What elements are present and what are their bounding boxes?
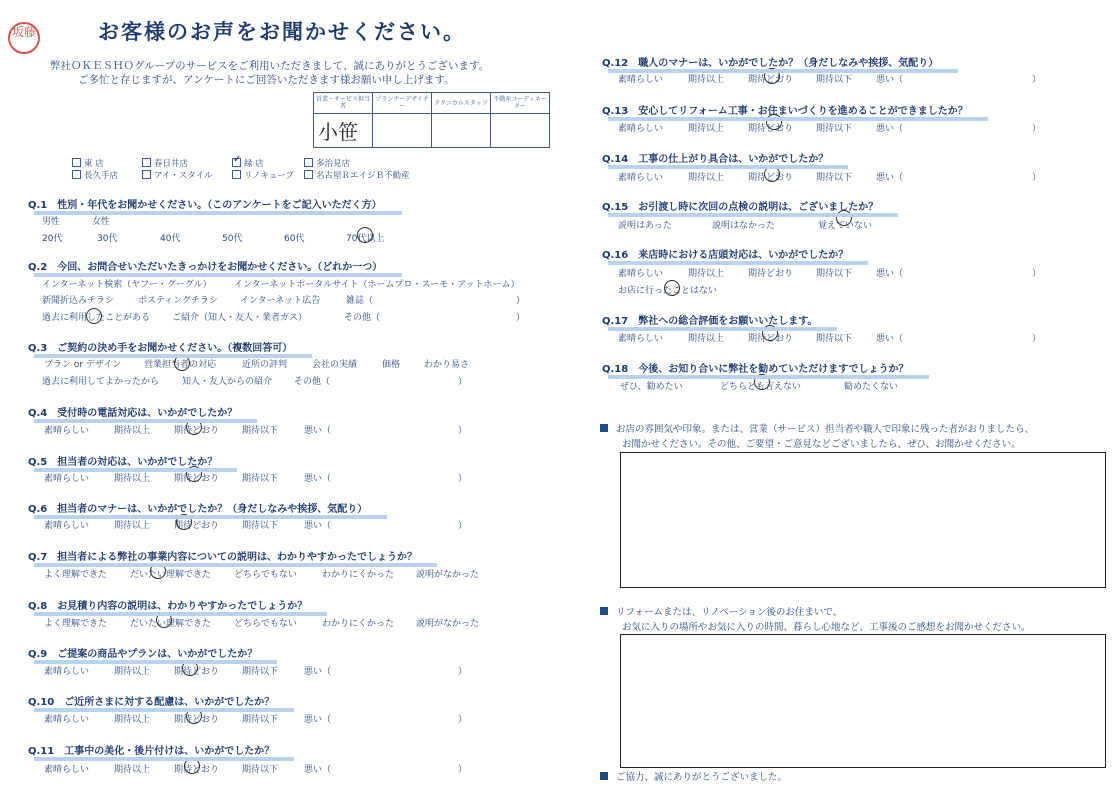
question-5-title: Q.5 担当者の対応は、いかがでしたか？ (28, 453, 217, 468)
option[interactable]: ぜひ、勧めたい (620, 382, 683, 392)
option[interactable]: 期待どおり (174, 521, 220, 531)
option-close: ） (458, 426, 468, 436)
square-bullet-icon (600, 772, 608, 780)
option[interactable]: 期待以上 (688, 269, 725, 279)
option[interactable]: 期待以上 (114, 521, 151, 531)
option[interactable]: よく理解できた (44, 570, 108, 580)
store-option[interactable] (72, 157, 104, 169)
option[interactable]: インターネットポータルサイト（ホームプロ・スーモ・アットホーム） (234, 280, 520, 290)
option[interactable]: 期待どおり (174, 474, 220, 484)
option[interactable]: 期待どおり (748, 124, 794, 134)
option-close: ） (1032, 124, 1042, 134)
square-bullet-icon (600, 424, 608, 432)
question-6-title: Q.6 担当者のマナーは、いかがでしたか？（身だしなみや挨拶、気配り） (28, 500, 367, 515)
option[interactable]: 70代以上 (346, 234, 385, 244)
staff-value[interactable] (373, 114, 432, 148)
option[interactable]: 営業担当者の対応 (144, 360, 217, 370)
option[interactable]: よく理解できた (44, 619, 108, 629)
option[interactable]: 素晴らしい (44, 715, 90, 725)
checkbox[interactable] (304, 158, 313, 167)
option[interactable]: 素晴らしい (44, 521, 90, 531)
page-title: お客様のお声をお聞かせください。 (98, 20, 466, 44)
option[interactable]: 悪い（ (876, 334, 904, 344)
option[interactable]: プラン or デザイン (44, 360, 122, 370)
staff-header: テクニカルスタッフ (432, 93, 491, 114)
option[interactable]: 期待以下 (242, 765, 279, 775)
option[interactable]: 期待以下 (242, 474, 279, 484)
option[interactable]: わかりにくかった (322, 619, 395, 629)
option[interactable]: 素晴らしい (618, 124, 664, 134)
option[interactable]: 期待どおり (174, 765, 220, 775)
store-option[interactable] (72, 169, 118, 181)
answer-circle (86, 308, 102, 324)
option[interactable]: だいたい理解できた (130, 619, 212, 629)
option[interactable]: 近所の評判 (242, 360, 288, 370)
option[interactable]: 期待以上 (114, 667, 151, 677)
option[interactable]: 素晴らしい (44, 765, 90, 775)
square-bullet-icon (600, 607, 608, 615)
seal-stamp: 坂藤 (8, 22, 40, 54)
option[interactable]: インターネット広告 (240, 296, 321, 306)
option[interactable]: 悪い（ (304, 426, 332, 436)
store-label: リノキューブ (244, 171, 294, 181)
staff-header: 営業・サービス担当者 (314, 93, 373, 114)
option[interactable]: 素晴らしい (44, 474, 90, 484)
option-close: ） (458, 377, 468, 387)
option[interactable]: 期待以上 (688, 75, 725, 85)
question-4-title: Q.4 受付時の電話対応は、いかがでしたか？ (28, 404, 237, 419)
option[interactable]: 期待以下 (816, 124, 853, 134)
checkbox[interactable] (304, 170, 313, 179)
option[interactable]: 期待どおり (748, 173, 794, 183)
comments-prompt-line: お気に入りの場所やお気に入りの時間、暮らし心地など、工事後のご感想をお聞かせください。 (622, 622, 1031, 633)
comments-textarea-2[interactable] (620, 634, 1106, 768)
question-11-title: Q.11 工事中の美化・後片付けは、いかがでしたか？ (28, 742, 274, 757)
option[interactable]: お店に行ったことはない (618, 286, 718, 296)
option-close: ） (1032, 269, 1042, 279)
option[interactable]: 悪い（ (876, 75, 904, 85)
option[interactable]: 期待どおり (748, 334, 794, 344)
staff-header: プランナーデザイナー (373, 93, 432, 114)
option[interactable]: 30代 (97, 234, 118, 244)
option[interactable]: 素晴らしい (618, 269, 664, 279)
option-close: ） (458, 765, 468, 775)
intro-line-2: ご多忙と存じますが、アンケートにご回答いただきます様お願い申し上げます。 (78, 74, 455, 86)
question-3-title: Q.3 ご契約の決め手をお聞かせください。（複数回答可） (28, 339, 292, 354)
option[interactable]: 期待どおり (174, 667, 220, 677)
option[interactable]: どちらでもない (234, 570, 297, 580)
question-14-title: Q.14 工事の仕上がり具合は、いかがでしたか？ (602, 150, 828, 165)
option[interactable]: 説明がなかった (416, 570, 480, 580)
option[interactable]: 期待以下 (816, 334, 853, 344)
checkbox[interactable] (142, 170, 151, 179)
store-label: 東 店 (84, 159, 104, 169)
option[interactable]: 期待以上 (114, 474, 151, 484)
checkbox-checked[interactable]: ✓ (233, 154, 242, 165)
footer-thanks (600, 770, 787, 785)
option[interactable]: 20代 (42, 234, 63, 244)
question-16-title: Q.16 来店時における店頭対応は、いかがでしたか？ (602, 246, 848, 261)
option[interactable]: わかりにくかった (322, 570, 395, 580)
option[interactable]: 期待以上 (688, 173, 725, 183)
option[interactable]: その他（ (294, 377, 331, 387)
option[interactable]: 男性 (42, 217, 61, 227)
option[interactable]: 期待以下 (816, 75, 853, 85)
option[interactable]: ご紹介（知人・友人・業者ガス） (172, 313, 308, 323)
comments-prompt-line: お店の雰囲気や印象。または、営業（サービス）担当者や職人で印象に残った者がおりましたら、 (616, 424, 1035, 435)
store-label: 長久手店 (84, 171, 119, 181)
option[interactable]: 期待どおり (748, 75, 794, 85)
option[interactable]: 過去に利用してよかったから (42, 377, 160, 387)
question-12-title: Q.12 職人のマナーは、いかがでしたか？（身だしなみや挨拶、気配り） (602, 54, 938, 69)
staff-value[interactable] (491, 114, 550, 148)
option[interactable]: 期待以上 (688, 334, 725, 344)
option-close: ） (1032, 334, 1042, 344)
question-9-title: Q.9 ご提案の商品やプランは、いかがでしたか？ (28, 645, 257, 660)
option[interactable]: 期待どおり (748, 269, 794, 279)
store-option[interactable] (232, 154, 264, 169)
option[interactable]: 悪い（ (304, 765, 332, 775)
comments-prompt-line: お聞かせください。その他、ご要望・ご意見などございましたら、ぜひ、お聞かせください。 (622, 439, 1021, 450)
option[interactable]: 勧めたくない (844, 382, 899, 392)
store-option[interactable] (232, 169, 294, 181)
option[interactable]: 期待以上 (688, 124, 725, 134)
option[interactable]: 過去に利用したことがある (42, 313, 151, 323)
option[interactable]: 悪い（ (304, 715, 332, 725)
answer-circle (664, 280, 680, 296)
question-15-title: Q.15 お引渡し時に次回の点検の説明は、ございましたか？ (602, 198, 878, 213)
checkbox[interactable] (72, 170, 81, 179)
option[interactable]: 期待以上 (114, 765, 151, 775)
option-close: ） (516, 313, 526, 323)
option[interactable]: 期待以下 (816, 269, 853, 279)
option[interactable]: 50代 (222, 234, 243, 244)
option[interactable]: 説明はなかった (712, 221, 776, 231)
comments-prompt-line: リフォームまたは、リノベーション後のお住まいで、 (616, 607, 843, 618)
question-18-title: Q.18 今後、お知り合いに弊社を勧めていただけますでしょうか？ (602, 360, 909, 375)
question-13-title: Q.13 安心してリフォーム工事・お住まいづくりを進めることができましたか？ (602, 102, 968, 117)
question-17-title: Q.17 弊社への総合評価をお願いいたします。 (602, 312, 817, 327)
option[interactable]: 素晴らしい (618, 334, 664, 344)
option[interactable]: 価格 (382, 360, 401, 370)
option[interactable]: 悪い（ (876, 173, 904, 183)
option[interactable]: 期待以下 (242, 521, 279, 531)
question-2-title: Q.2 今回、お問合せいただいたきっかけをお聞かせください。（どれか一つ） (28, 258, 382, 273)
store-option[interactable] (142, 169, 213, 181)
checkbox[interactable] (72, 158, 81, 167)
checkbox[interactable] (142, 158, 151, 167)
store-label: アイ・スタイル (154, 171, 213, 181)
store-label: 名古屋ＲエイジＢ不動産 (316, 171, 410, 181)
option[interactable]: 悪い（ (876, 269, 904, 279)
option[interactable]: 60代 (284, 234, 305, 244)
option[interactable]: インターネット検索（ヤフー・グーグル） (42, 280, 212, 290)
question-7-title: Q.7 担当者による弊社の事業内容についての説明は、わかりやすかったでしょうか？ (28, 548, 417, 563)
option[interactable]: 期待以下 (242, 426, 279, 436)
option[interactable]: 素晴らしい (618, 75, 664, 85)
store-label: 多治見店 (316, 159, 351, 169)
question-8-title: Q.8 お見積り内容の説明は、わかりやすかったでしょうか？ (28, 597, 307, 612)
option[interactable]: 40代 (160, 234, 181, 244)
option-close: ） (516, 296, 526, 306)
store-option[interactable] (304, 157, 350, 169)
option[interactable]: 期待以上 (114, 426, 151, 436)
option-close: ） (458, 667, 468, 677)
staff-value[interactable]: 小笹 (314, 114, 373, 148)
comments-textarea-1[interactable] (620, 452, 1106, 588)
option[interactable]: 雑誌（ (346, 296, 374, 306)
option[interactable]: だいたい理解できた (130, 570, 212, 580)
option-close: ） (458, 715, 468, 725)
option[interactable]: 期待以上 (114, 715, 151, 725)
option[interactable]: どちらでもない (234, 619, 297, 629)
option[interactable]: 会社の実績 (312, 360, 358, 370)
option[interactable]: 素晴らしい (44, 426, 90, 436)
option[interactable]: その他（ (344, 313, 381, 323)
option[interactable]: 悪い（ (304, 474, 332, 484)
option[interactable]: 悪い（ (876, 124, 904, 134)
option[interactable]: ポスティングチラシ (138, 296, 218, 306)
store-label: 緑 店 (244, 159, 264, 169)
store-label: 春日井店 (154, 159, 189, 169)
footer-text: ご協力、誠にありがとうございました。 (616, 772, 788, 783)
store-option[interactable] (142, 157, 188, 169)
option[interactable]: 女性 (92, 217, 111, 227)
option[interactable]: 期待以下 (242, 715, 279, 725)
option[interactable]: 期待以下 (242, 667, 279, 677)
option[interactable]: どちらとも言えない (720, 382, 802, 392)
staff-header: 不動産コーディネーター (491, 93, 550, 114)
staff-table (313, 92, 550, 148)
question-10-title: Q.10 ご近所さまに対する配慮は、いかがでしたか？ (28, 693, 274, 708)
comments-prompt-2 (600, 605, 1031, 635)
store-option[interactable] (304, 169, 410, 181)
option[interactable]: 期待以下 (816, 173, 853, 183)
staff-value[interactable] (432, 114, 491, 148)
checkbox[interactable] (232, 170, 241, 179)
option[interactable]: 素晴らしい (618, 173, 664, 183)
option-close: ） (1032, 173, 1042, 183)
option[interactable]: 説明がなかった (416, 619, 480, 629)
option[interactable]: わかり易さ (424, 360, 470, 370)
intro-line-1: 弊社ＯＫＥＳＨＯグループのサービスをご利用いただきまして、誠にありがとうございます。 (50, 60, 490, 72)
answer-circle (357, 227, 373, 243)
option[interactable]: 期待どおり (174, 426, 220, 436)
option[interactable]: 新聞折込みチラシ (42, 296, 115, 306)
question-1-title: Q.1 性別・年代をお聞かせください。（このアンケートをご記入いただく方） (28, 196, 382, 211)
comments-prompt-1 (600, 422, 1034, 452)
option[interactable]: 説明はあった (618, 221, 672, 231)
option-close: ） (458, 521, 468, 531)
option[interactable]: 悪い（ (304, 521, 332, 531)
option[interactable]: 知人・友人からの紹介 (182, 377, 273, 387)
option-close: ） (1032, 75, 1042, 85)
option[interactable]: 悪い（ (304, 667, 332, 677)
option[interactable]: 覚えていない (818, 221, 873, 231)
option-close: ） (458, 474, 468, 484)
option[interactable]: 期待どおり (174, 715, 220, 725)
option[interactable]: 素晴らしい (44, 667, 90, 677)
